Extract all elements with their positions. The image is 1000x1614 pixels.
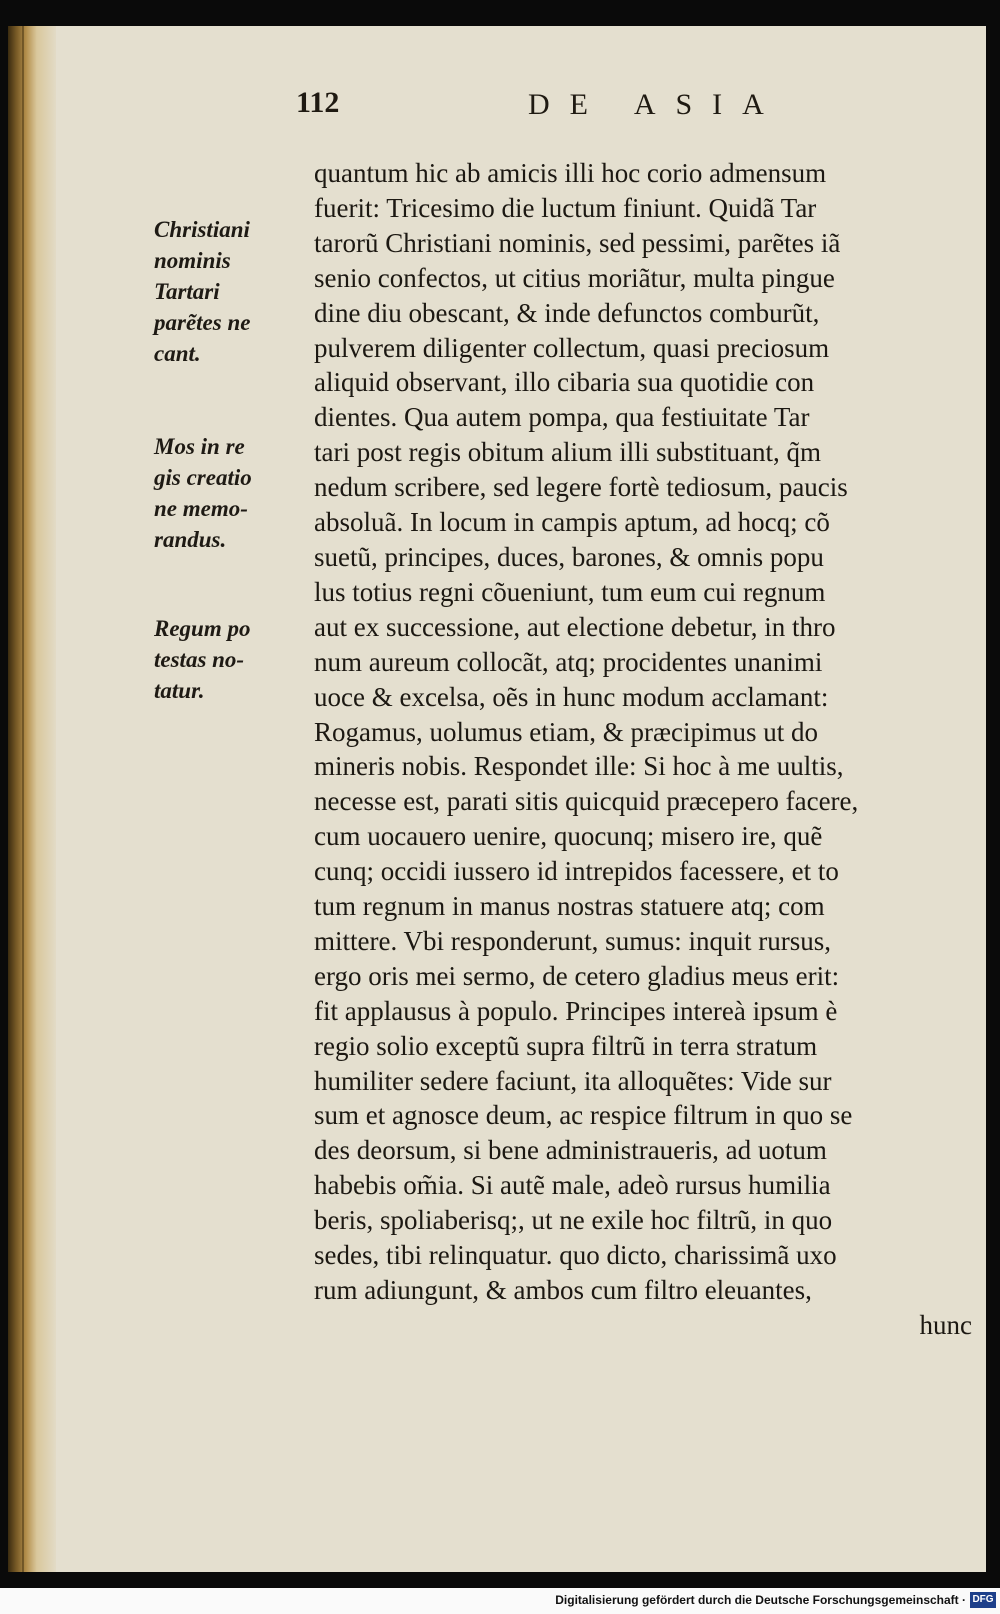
text-line: senio confectos, ut citius moriãtur, multa pingue <box>314 262 835 293</box>
text-line: necesse est, parati sitis quicquid præcepero facere, <box>314 786 859 817</box>
note-line: Regum po <box>154 616 251 641</box>
catchword: hunc <box>919 1309 972 1340</box>
note-line: tatur. <box>154 678 205 703</box>
text-line: pulverem diligenter collectum, quasi preciosum <box>314 332 830 363</box>
marginal-notes <box>154 214 304 756</box>
text-line: fit applausus à populo. Principes intereà ipsum è <box>314 995 838 1026</box>
text-line: aut ex successione, aut electione debetur, in thro <box>314 611 836 642</box>
note-line: Tartari <box>154 279 220 304</box>
text-line: des deorsum, si bene administraueris, ad uotum <box>314 1135 827 1166</box>
page-number: 112 <box>296 86 340 119</box>
text-line: num aureum collocãt, atq; procidentes unanimi <box>314 646 823 677</box>
marginal-note-mos <box>154 431 304 555</box>
note-line: cant. <box>154 341 201 366</box>
text-line: cum uocauero uenire, quocunq; misero ire, quẽ <box>314 821 823 852</box>
note-line: gis creatio <box>154 465 252 490</box>
text-line: suetũ, principes, duces, barones, & omnis popu <box>314 541 824 572</box>
note-line: testas no- <box>154 647 245 672</box>
text-line: aliquid observant, illo cibaria sua quotidie con <box>314 367 815 398</box>
text-line: beris, spoliaberisq;, ut ne exile hoc filtrũ, in quo <box>314 1205 833 1236</box>
text-line: Rogamus, uolumus etiam, & præcipimus ut do <box>314 716 818 747</box>
note-line: Christiani <box>154 217 250 242</box>
text-line: cunq; occidi iussero id intrepidos facessere, et to <box>314 856 839 887</box>
text-line: uoce & excelsa, oẽs in hunc modum acclamant: <box>314 681 829 712</box>
text-line: tarorũ Christiani nominis, sed pessimi, parẽtes iã <box>314 227 841 258</box>
spine-edge-line <box>22 26 24 1572</box>
note-line: randus. <box>154 527 227 552</box>
text-line: tum regnum in manus nostras statuere atq; com <box>314 891 825 922</box>
text-line: regio solio exceptũ supra filtrũ in terra stratum <box>314 1030 818 1061</box>
text-line: lus totius regni cõueniunt, tum eum cui regnum <box>314 576 826 607</box>
book-page <box>8 26 986 1572</box>
text-line: nedum scribere, sed legere fortè tediosum, paucis <box>314 472 848 503</box>
text-line: mittere. Vbi responderunt, sumus: inquit rursus, <box>314 925 831 956</box>
note-line: nominis <box>154 248 231 273</box>
text-line: humiliter sedere faciunt, ita alloquẽtes: Vide sur <box>314 1065 832 1096</box>
note-line: ne memo- <box>154 496 248 521</box>
text-line: quantum hic ab amicis illi hoc corio admensum <box>314 158 827 188</box>
text-line: fuerit: Tricesimo die luctum finiunt. Quidã Tar <box>314 192 817 223</box>
marginal-note-regum <box>154 613 304 706</box>
running-head: DE ASIA <box>528 88 784 121</box>
marginal-note-christiani <box>154 214 304 369</box>
note-line: parẽtes ne <box>154 310 251 335</box>
text-line: sedes, tibi relinquatur. quo dicto, charissimã uxo <box>314 1240 837 1271</box>
text-line: absoluã. In locum in campis aptum, ad hocq; cõ <box>314 507 830 538</box>
text-line: tari post regis obitum alium illi substituant, q̃m <box>314 437 821 468</box>
text-line: habebis om̃ia. Si autẽ male, adeò rursus humilia <box>314 1170 831 1201</box>
dfg-logo: DFG <box>970 1592 996 1608</box>
note-line: Mos in re <box>154 434 245 459</box>
text-line: rum adiungunt, & ambos cum filtro eleuantes, <box>314 1275 812 1305</box>
digitization-footer <box>0 1588 1000 1614</box>
text-line: sum et agnosce deum, ac respice filtrum in quo se <box>314 1100 853 1131</box>
book-spine <box>8 26 56 1572</box>
text-line: mineris nobis. Respondet ille: Si hoc à me uultis, <box>314 751 844 782</box>
main-text-block <box>314 156 986 1343</box>
funding-credit: Digitalisierung gefördert durch die Deutsche Forschungsgemeinschaft · <box>555 1593 966 1607</box>
text-line: ergo oris mei sermo, de cetero gladius meus erit: <box>314 960 840 991</box>
text-line: dientes. Qua autem pompa, qua festiuitate Tar <box>314 402 810 433</box>
text-line: dine diu obescant, & inde defunctos comburũt, <box>314 297 820 328</box>
